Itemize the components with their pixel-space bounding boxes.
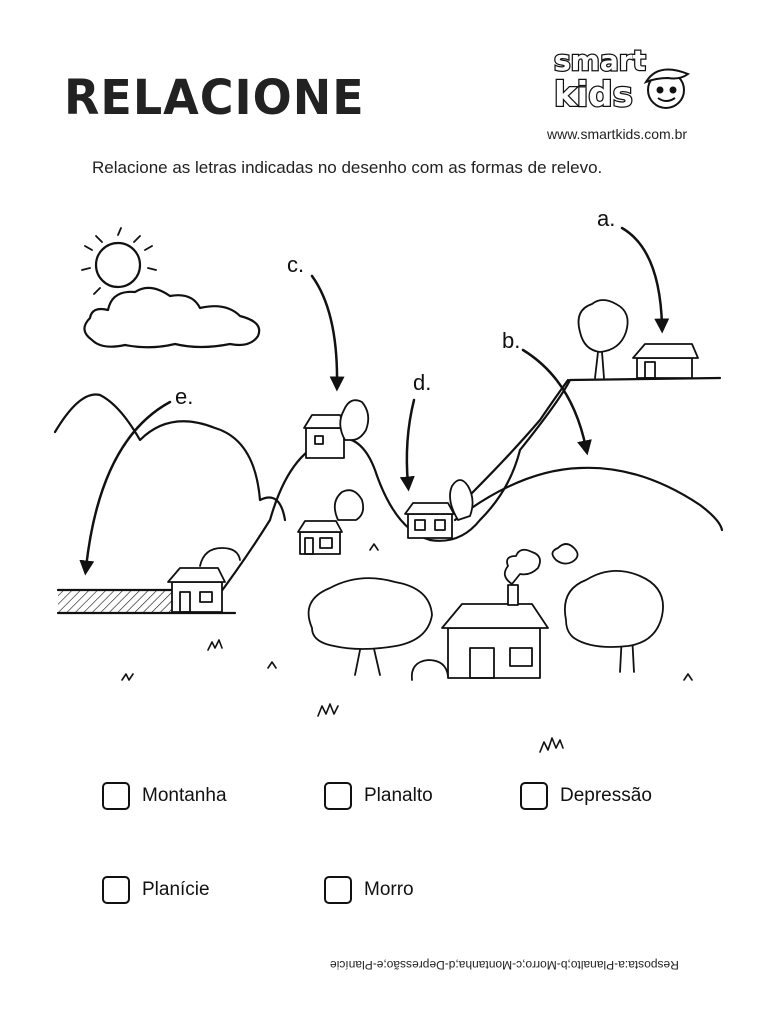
option-depressao[interactable] xyxy=(520,782,652,810)
option-label: Planalto xyxy=(364,785,433,806)
cloud-icon xyxy=(84,288,259,347)
label-c: c. xyxy=(287,252,305,277)
svg-text:smart: smart xyxy=(554,44,646,77)
smartkids-logo xyxy=(548,40,698,120)
sun-icon xyxy=(82,228,156,294)
instruction-text: Relacione as letras indicadas no desenho com as formas de relevo. xyxy=(92,158,603,177)
arrow-a xyxy=(622,228,662,326)
relief-illustration xyxy=(0,180,768,780)
answer-key: Resposta:a-Planalto;b-Morro;c-Montanha;d-Depressão;e-Planície xyxy=(330,958,679,972)
arrow-c xyxy=(312,276,337,384)
option-label: Depressão xyxy=(560,785,652,806)
tree-icon xyxy=(200,300,663,680)
option-label: Planície xyxy=(142,879,210,900)
option-morro[interactable] xyxy=(324,876,414,904)
label-e: e. xyxy=(175,384,194,409)
checkbox[interactable] xyxy=(324,876,352,904)
option-planalto[interactable] xyxy=(324,782,433,810)
option-label: Montanha xyxy=(142,785,227,806)
label-d: d. xyxy=(413,370,432,395)
smoke-icon xyxy=(505,544,578,584)
page-title: RELACIONE xyxy=(64,68,365,126)
checkbox[interactable] xyxy=(102,782,130,810)
label-a: a. xyxy=(597,206,616,231)
option-montanha[interactable] xyxy=(102,782,227,810)
arrow-d xyxy=(407,400,414,484)
svg-text:kids: kids xyxy=(554,75,633,115)
option-label: Morro xyxy=(364,879,414,900)
website-url: www.smartkids.com.br xyxy=(547,126,688,142)
kid-face-icon xyxy=(646,70,688,109)
checkbox[interactable] xyxy=(324,782,352,810)
checkbox[interactable] xyxy=(520,782,548,810)
plain-shape xyxy=(58,590,173,612)
label-b: b. xyxy=(502,328,521,353)
checkbox[interactable] xyxy=(102,876,130,904)
hill-shape xyxy=(455,468,722,530)
option-planicie[interactable] xyxy=(102,876,210,904)
